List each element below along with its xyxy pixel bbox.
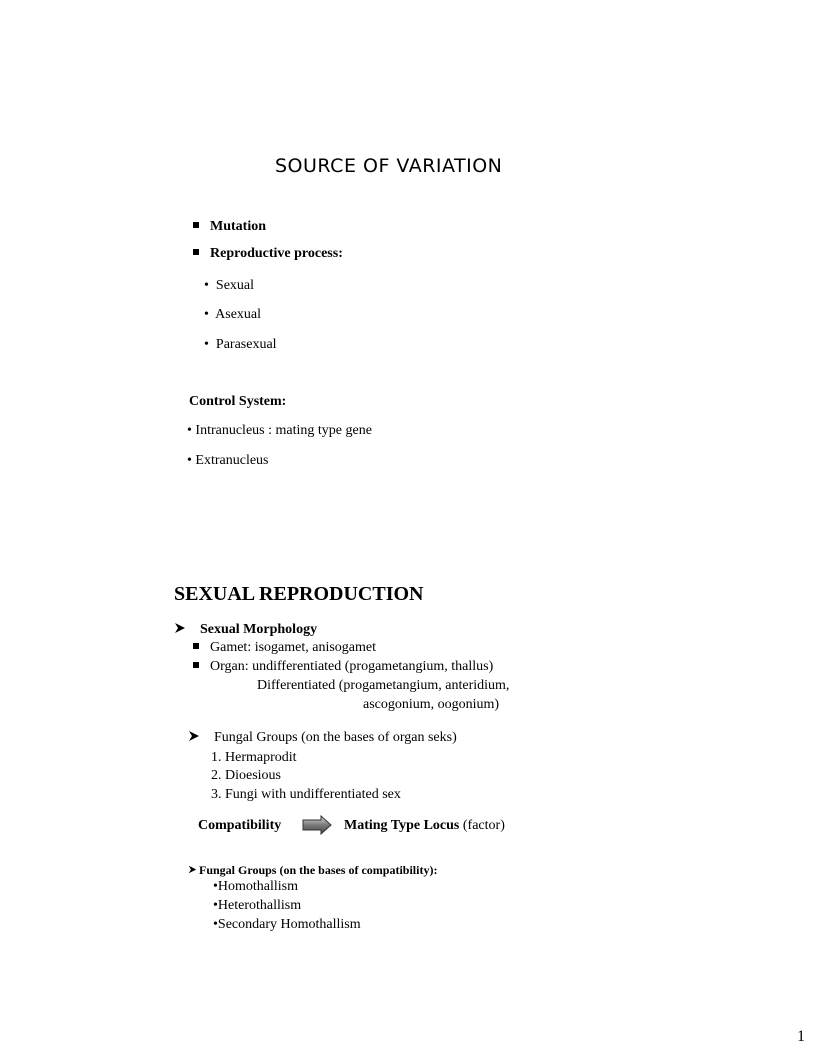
compat-item-secondary-homothallism: •Secondary Homothallism: [213, 917, 361, 932]
process-item-sexual: • Sexual: [204, 278, 255, 293]
fungal-group-item-2: 2. Dioesious: [211, 768, 281, 783]
fungal-groups-organ-heading: Fungal Groups (on the bases of organ seks): [188, 730, 457, 746]
fungal-group-item-3: 3. Fungi with undifferentiated sex: [211, 787, 401, 802]
section-title-sexual-reproduction: SEXUAL REPRODUCTION: [174, 583, 424, 605]
page-number: 1: [797, 1028, 805, 1045]
square-bullet-icon: [193, 222, 199, 228]
morphology-organ-line3: ascogonium, oogonium): [363, 697, 500, 712]
compat-item-homothallism: •Homothallism: [213, 879, 299, 894]
morphology-organ-line2: Differentiated (progametangium, anteridium,: [257, 678, 510, 693]
fungal-groups-compat-heading: Fungal Groups (on the bases of compatibility):: [188, 863, 437, 878]
arrowhead-bullet-icon: [174, 622, 186, 634]
square-bullet-icon: [193, 249, 199, 255]
compat-item-heterothallism: •Heterothallism: [213, 898, 302, 913]
morphology-item-gamet: Gamet: isogamet, anisogamet: [193, 640, 376, 656]
block-arrow-icon: [302, 815, 332, 835]
process-item-parasexual: • Parasexual: [204, 337, 277, 352]
control-system-heading: Control System:: [189, 394, 287, 409]
compatibility-label: Compatibility: [198, 818, 282, 833]
sexual-morphology-heading: Sexual Morphology: [174, 622, 317, 638]
control-item-intranucleus: • Intranucleus : mating type gene: [187, 423, 372, 438]
arrowhead-bullet-icon: [188, 730, 200, 742]
square-bullet-icon: [193, 662, 199, 668]
arrowhead-bullet-icon: [188, 865, 197, 874]
square-bullet-icon: [193, 643, 199, 649]
mating-type-locus-label: Mating Type Locus (factor): [344, 818, 505, 833]
morphology-item-organ: Organ: undifferentiated (progametangium, thallus): [193, 659, 493, 675]
control-item-extranucleus: • Extranucleus: [187, 453, 269, 468]
fungal-group-item-1: 1. Hermaprodit: [211, 750, 297, 765]
list-item-reproductive-process: Reproductive process:: [193, 246, 343, 262]
process-item-asexual: • Asexual: [204, 307, 262, 322]
list-item-mutation: Mutation: [193, 219, 266, 235]
section-title-source-of-variation: SOURCE OF VARIATION: [275, 155, 503, 177]
